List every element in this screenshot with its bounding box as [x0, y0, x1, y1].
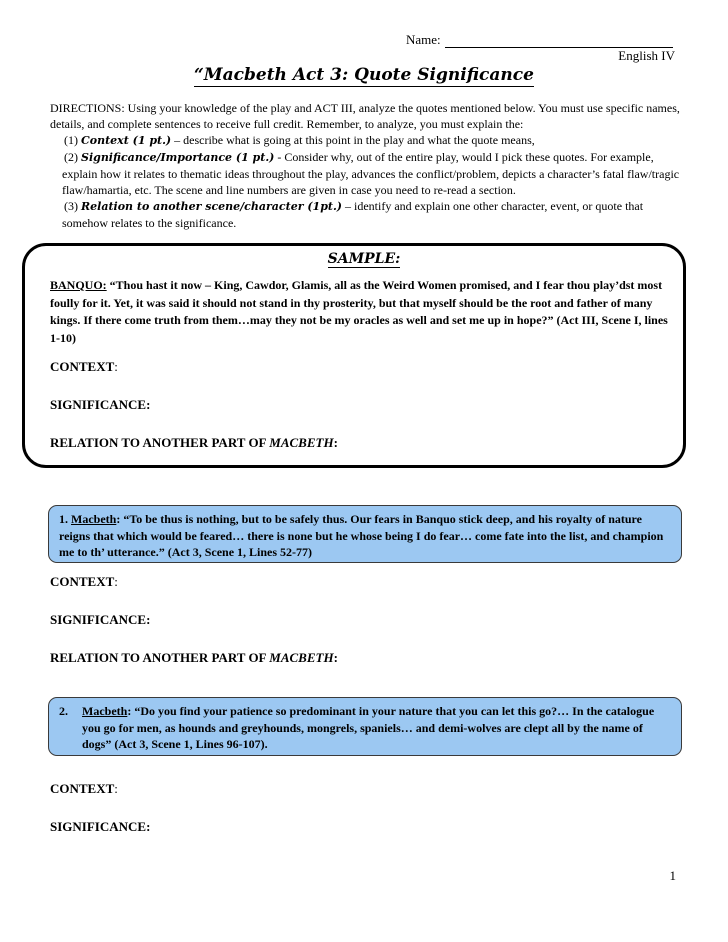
direction-item-relation	[50, 198, 680, 215]
direction-item-context	[50, 132, 680, 149]
relation-label-text: RELATION TO ANOTHER PART OF	[50, 650, 270, 665]
quote-text: : “Do you find your patience so predominant in your nature that you can let this go?… In the catalogue you go for men, as hounds and greyhounds, mongrels, spaniels… and demi-wolves are clept all by the name of dogs” (Act 3, Scene 1, Lines 96-107).	[82, 704, 655, 751]
quote-text: : “To be thus is nothing, but to be safely thus. Our fears in Banquo stick deep, and his royalty of nature reigns that which would be feared… there is none but he whose being I do fear… come fate into the list, and champion me to th’ utterance.” (Act 3, Scene 1, Lines 52-77)	[59, 512, 664, 559]
quote-2-body	[59, 703, 671, 753]
sample-context-label	[50, 359, 118, 375]
name-field	[406, 32, 673, 48]
direction-item-heading: Significance/Importance (1 pt.)	[81, 151, 275, 164]
context-label-colon: :	[114, 359, 118, 374]
direction-item-text: - Consider why, out of the entire play, would I pick these quotes. For example,	[274, 150, 654, 164]
quote-box-2	[48, 697, 682, 756]
sample-speaker: BANQUO:	[50, 278, 107, 292]
page-title-text: “Macbeth Act 3: Quote Significance	[194, 65, 534, 85]
quote-speaker: Macbeth	[82, 704, 128, 718]
q2-significance-label: SIGNIFICANCE:	[50, 819, 151, 834]
context-label-text: CONTEXT	[50, 781, 115, 796]
quote-number: 2.	[59, 704, 68, 718]
relation-label-play: MACBETH	[269, 435, 334, 450]
sample-quote-text: “Thou hast it now – King, Cawdor, Glamis, all as the Weird Women promised, and I fear thou play’dst most foully for it. Yet, it was said it should not stand in thy prosterity, but that myself should be the root and father of many kings. If there come truth from them…may they not be my oracles as well and set me up in hope?” (Act III, Scene I, lines 1-10)	[50, 278, 668, 345]
directions-intro: DIRECTIONS: Using your knowledge of the play and ACT III, analyze the quotes mentioned below. You must use specific names, details, and complete sentences to receive full credit. Remember, to analyze, you must explain the:	[50, 101, 680, 131]
sample-quote	[50, 277, 680, 347]
page-number: 1	[669, 868, 676, 883]
direction-item-text: – describe what is going at this point in the play and what the quote means,	[171, 133, 535, 147]
sample-relation-label	[50, 435, 338, 451]
name-label: Name:	[406, 32, 441, 47]
direction-item-heading: Relation to another scene/character (1pt.)	[81, 200, 342, 213]
direction-item-heading: Context (1 pt.)	[81, 134, 172, 147]
direction-item-significance	[50, 149, 680, 166]
direction-item-significance-cont: explain how it relates to thematic ideas throughout the play, advances the conflict/problem, depicts a character’s fatal flaw/tragic flaw/hamartia, etc. The scene and line numbers are given in case you need to re-read a section.	[62, 167, 680, 197]
context-label-text: CONTEXT	[50, 574, 115, 589]
direction-item-number: (1)	[64, 133, 78, 147]
direction-item-number: (3)	[64, 199, 78, 213]
relation-label-colon: :	[333, 435, 338, 450]
relation-label-play: MACBETH	[269, 650, 334, 665]
name-blank-line[interactable]	[445, 35, 673, 48]
sample-title-text: SAMPLE:	[327, 251, 401, 267]
relation-label-text: RELATION TO ANOTHER PART OF	[50, 435, 270, 450]
direction-item-number: (2)	[64, 150, 78, 164]
direction-item-text: – identify and explain one other character, event, or quote that	[342, 199, 644, 213]
q1-significance-label: SIGNIFICANCE:	[50, 612, 151, 627]
page-title	[0, 65, 728, 85]
quote-box-1	[48, 505, 682, 563]
directions-block	[50, 100, 680, 231]
relation-label-colon: :	[333, 650, 338, 665]
q1-relation-label	[50, 650, 338, 666]
q2-context-label	[50, 781, 118, 797]
class-label: English IV	[618, 48, 675, 63]
direction-item-relation-cont: somehow relates to the significance.	[62, 216, 237, 230]
context-label-colon: :	[114, 781, 118, 796]
sample-significance-label: SIGNIFICANCE:	[50, 397, 151, 412]
sample-title	[0, 251, 728, 267]
context-label-colon: :	[114, 574, 118, 589]
context-label-text: CONTEXT	[50, 359, 115, 374]
quote-number: 1.	[59, 512, 68, 526]
quote-speaker: Macbeth	[71, 512, 117, 526]
q1-context-label	[50, 574, 118, 590]
